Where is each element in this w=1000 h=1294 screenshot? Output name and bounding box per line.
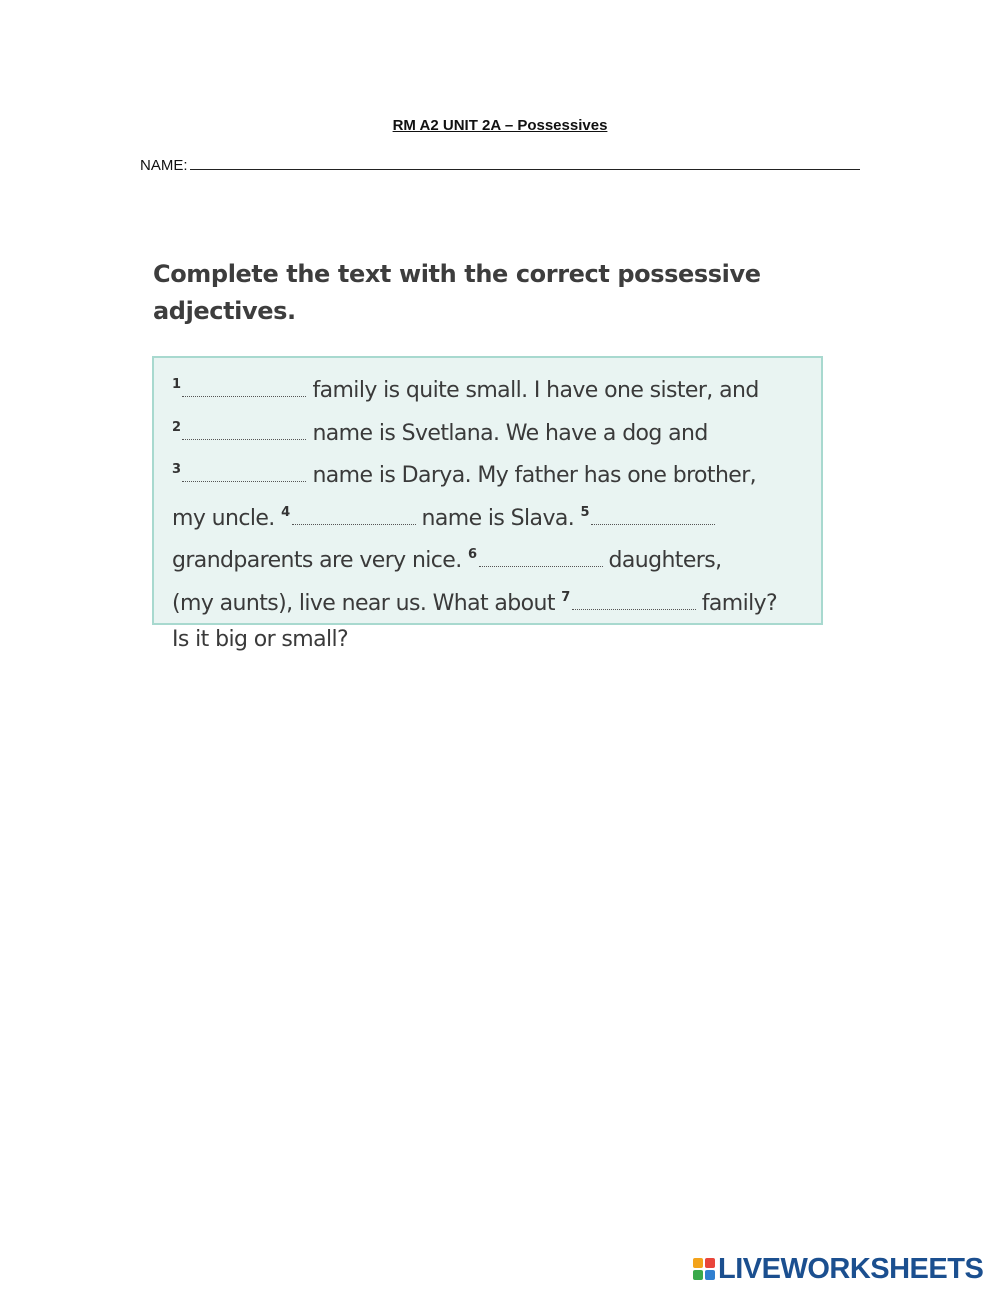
- answer-blank-7[interactable]: [572, 589, 696, 610]
- badge-square-icon: [705, 1270, 715, 1280]
- blank-number: 7: [561, 589, 570, 605]
- exercise-line-3: [172, 452, 822, 495]
- exercise-line-5: [172, 537, 822, 580]
- exercise-text: [172, 367, 822, 659]
- text-fragment: family is quite small. I have one sister, and: [312, 378, 759, 403]
- blank-number: 1: [172, 377, 181, 392]
- text-fragment: name is Darya. My father has one brother,: [312, 463, 757, 488]
- text-fragment: grandparents are very nice.: [172, 548, 462, 573]
- answer-blank-2[interactable]: [182, 419, 306, 440]
- document-title: RM A2 UNIT 2A – Possessives: [392, 117, 608, 134]
- blank-number: 3: [172, 462, 181, 477]
- blank-number: 5: [580, 504, 589, 520]
- answer-blank-5[interactable]: [591, 504, 715, 525]
- badge-square-icon: [705, 1258, 715, 1268]
- answer-blank-4[interactable]: [292, 504, 416, 525]
- text-fragment: name is Slava.: [421, 505, 575, 531]
- name-input-line[interactable]: [190, 155, 860, 170]
- exercise-box: [152, 356, 823, 652]
- blank-number: 6: [468, 547, 477, 562]
- blank-number: 4: [281, 504, 290, 520]
- liveworksheets-logo: [693, 1252, 984, 1285]
- text-fragment: Is it big or small?: [172, 627, 349, 652]
- text-fragment: (my aunts), live near us. What about: [172, 590, 555, 616]
- exercise-line-2: [172, 410, 822, 453]
- text-fragment: family?: [701, 590, 778, 616]
- text-fragment: my uncle.: [172, 505, 275, 531]
- logo-text: LIVEWORKSHEETS: [718, 1252, 984, 1285]
- exercise-line-7: [172, 622, 822, 659]
- name-label: NAME:: [140, 157, 188, 174]
- answer-blank-3[interactable]: [182, 461, 306, 482]
- badge-square-icon: [693, 1258, 703, 1268]
- blank-number: 2: [172, 419, 181, 435]
- text-fragment: name is Svetlana. We have a dog and: [312, 420, 708, 446]
- answer-blank-1[interactable]: [182, 376, 306, 397]
- name-field: [140, 155, 860, 174]
- answer-blank-6[interactable]: [479, 546, 603, 567]
- exercise-instruction: Complete the text with the correct possessive adjectives.: [153, 260, 761, 325]
- text-fragment: daughters,: [608, 548, 722, 573]
- exercise-line-6: [172, 580, 822, 623]
- lw-badge-icon: [693, 1258, 715, 1280]
- badge-square-icon: [693, 1270, 703, 1280]
- exercise-line-1: [172, 367, 822, 410]
- exercise-line-4: [172, 495, 822, 538]
